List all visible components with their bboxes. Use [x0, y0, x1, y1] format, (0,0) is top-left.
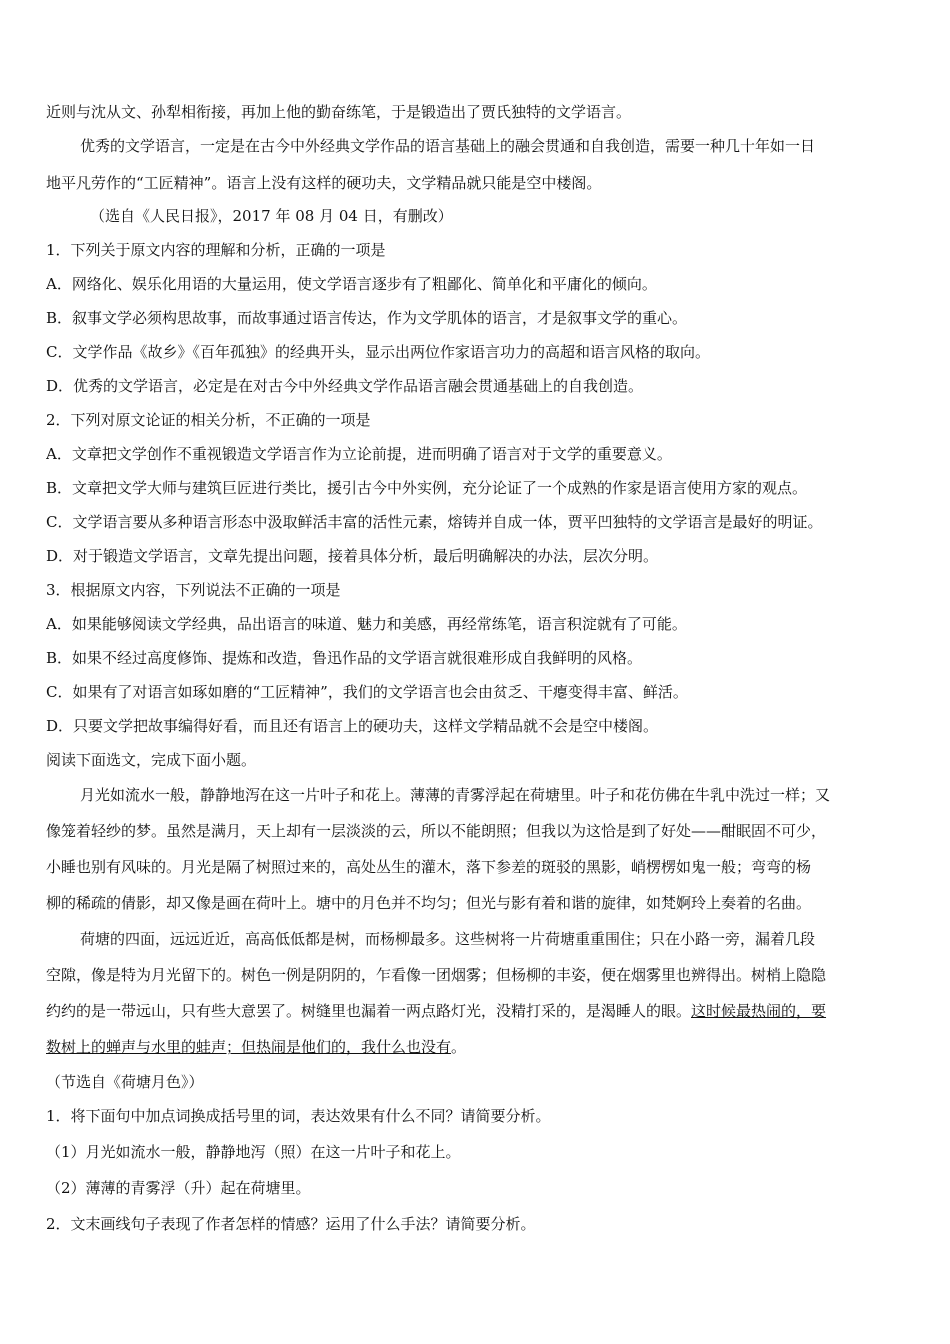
reading2-para2-line3	[46, 1000, 906, 1021]
reading2-question-1-sub1: （1）月光如流水一般，静静地泻（照）在这一片叶子和花上。	[46, 1143, 461, 1161]
question-2-option-c: C．文学语言要从多种语言形态中汲取鲜活丰富的活性元素，熔铸并自成一体，贾平凹独特的文学语言是最好的明证。	[46, 513, 823, 531]
passage1-source: （选自《人民日报》，2017 年 08 月 04 日，有删改）	[90, 207, 453, 225]
reading2-para1-line1: 月光如流水一般，静静地泻在这一片叶子和花上。薄薄的青雾浮起在荷塘里。叶子和花仿佛在牛乳中洗过一样；又	[80, 786, 831, 804]
question-3-option-b: B．如果不经过高度修饰、提炼和改造，鲁迅作品的文学语言就很难形成自我鲜明的风格。	[46, 649, 643, 667]
reading2-source: （节选自《荷塘月色》）	[46, 1073, 204, 1091]
question-2-option-d: D．对于锻造文学语言，文章先提出问题，接着具体分析，最后明确解决的办法，层次分明。	[46, 547, 659, 565]
underlined-sentence-part2: 数树上的蝉声与水里的蛙声；但热闹是他们的，我什么也没有	[46, 1038, 452, 1056]
underlined-sentence-part1: 这时候最热闹的，要	[691, 1002, 827, 1020]
question-2-option-b: B．文章把文学大师与建筑巨匠进行类比，援引古今中外实例，充分论证了一个成熟的作家是语言使用方家的观点。	[46, 479, 808, 497]
question-3-option-d: D．只要文学把故事编得好看，而且还有语言上的硬功夫，这样文学精品就不会是空中楼阁。	[46, 717, 659, 735]
question-3-stem: 3．根据原文内容，下列说法不正确的一项是	[46, 581, 341, 599]
passage1-last-para-line1: 优秀的文学语言，一定是在古今中外经典文学作品的语言基础上的融会贯通和自我创造，需要一种几十年如一日	[80, 137, 816, 155]
question-1-stem: 1．下列关于原文内容的理解和分析，正确的一项是	[46, 241, 386, 259]
reading2-para2-line2: 空隙，像是特为月光留下的。树色一例是阴阴的，乍看像一团烟雾；但杨柳的丰姿，便在烟雾里也辨得出。树梢上隐隐	[46, 966, 827, 984]
question-3-option-a: A．如果能够阅读文学经典，品出语言的味道、魅力和美感，再经常练笔，语言积淀就有了可能。	[46, 615, 687, 633]
question-3-option-c: C．如果有了对语言如琢如磨的“工匠精神”，我们的文学语言也会由贫乏、干瘪变得丰富、鲜活。	[46, 683, 688, 701]
reading2-question-1-sub2: （2）薄薄的青雾浮（升）起在荷塘里。	[46, 1179, 311, 1197]
reading2-para1-line2: 像笼着轻纱的梦。虽然是满月，天上却有一层淡淡的云，所以不能朗照；但我以为这恰是到了好处——酣眠固不可少，	[46, 822, 827, 840]
question-2-option-a: A．文章把文学创作不重视锻造文学语言作为立论前提，进而明确了语言对于文学的重要意义。	[46, 445, 672, 463]
question-1-option-b: B．叙事文学必须构思故事，而故事通过语言传达，作为文学肌体的语言，才是叙事文学的重心。	[46, 309, 688, 327]
passage1-last-para-line2: 地平凡劳作的“工匠精神”。语言上没有这样的硬功夫，文学精品就只能是空中楼阁。	[46, 174, 602, 192]
question-1-option-d: D．优秀的文学语言，必定是在对古今中外经典文学作品语言融会贯通基础上的自我创造。	[46, 377, 644, 395]
passage1-continuation: 近则与沈从文、孙犁相衔接，再加上他的勤奋练笔，于是锻造出了贾氏独特的文学语言。	[46, 103, 632, 121]
reading2-intro: 阅读下面选文，完成下面小题。	[46, 751, 257, 769]
question-1-option-a: A．网络化、娱乐化用语的大量运用，使文学语言逐步有了粗鄙化、简单化和平庸化的倾向。	[46, 275, 657, 293]
reading2-para2-end: 。	[451, 1038, 467, 1056]
reading2-question-1: 1．将下面句中加点词换成括号里的词，表达效果有什么不同？请简要分析。	[46, 1107, 551, 1125]
reading2-para1-line3: 小睡也别有风味的。月光是隔了树照过来的，高处丛生的灌木，落下参差的斑驳的黑影，峭楞楞如鬼一般；弯弯的杨	[46, 858, 812, 876]
reading2-question-2: 2．文末画线句子表现了作者怎样的情感？运用了什么手法？请简要分析。	[46, 1215, 536, 1233]
reading2-para2-line1: 荷塘的四面，远远近近，高高低低都是树，而杨柳最多。这些树将一片荷塘重重围住；只在小路一旁，漏着几段	[80, 930, 816, 948]
reading2-para2-line4	[46, 1036, 906, 1057]
reading2-para2-line3-text: 约约的是一带远山，只有些大意罢了。树缝里也漏着一两点路灯光，没精打采的，是渴睡人的眼。	[46, 1002, 692, 1020]
question-2-stem: 2．下列对原文论证的相关分析，不正确的一项是	[46, 411, 371, 429]
reading2-para1-line4: 柳的稀疏的倩影，却又像是画在荷叶上。塘中的月色并不均匀；但光与影有着和谐的旋律，如梵婀玲上奏着的名曲。	[46, 894, 812, 912]
question-1-option-c: C．文学作品《故乡》《百年孤独》的经典开头，显示出两位作家语言功力的高超和语言风格的取向。	[46, 343, 710, 361]
